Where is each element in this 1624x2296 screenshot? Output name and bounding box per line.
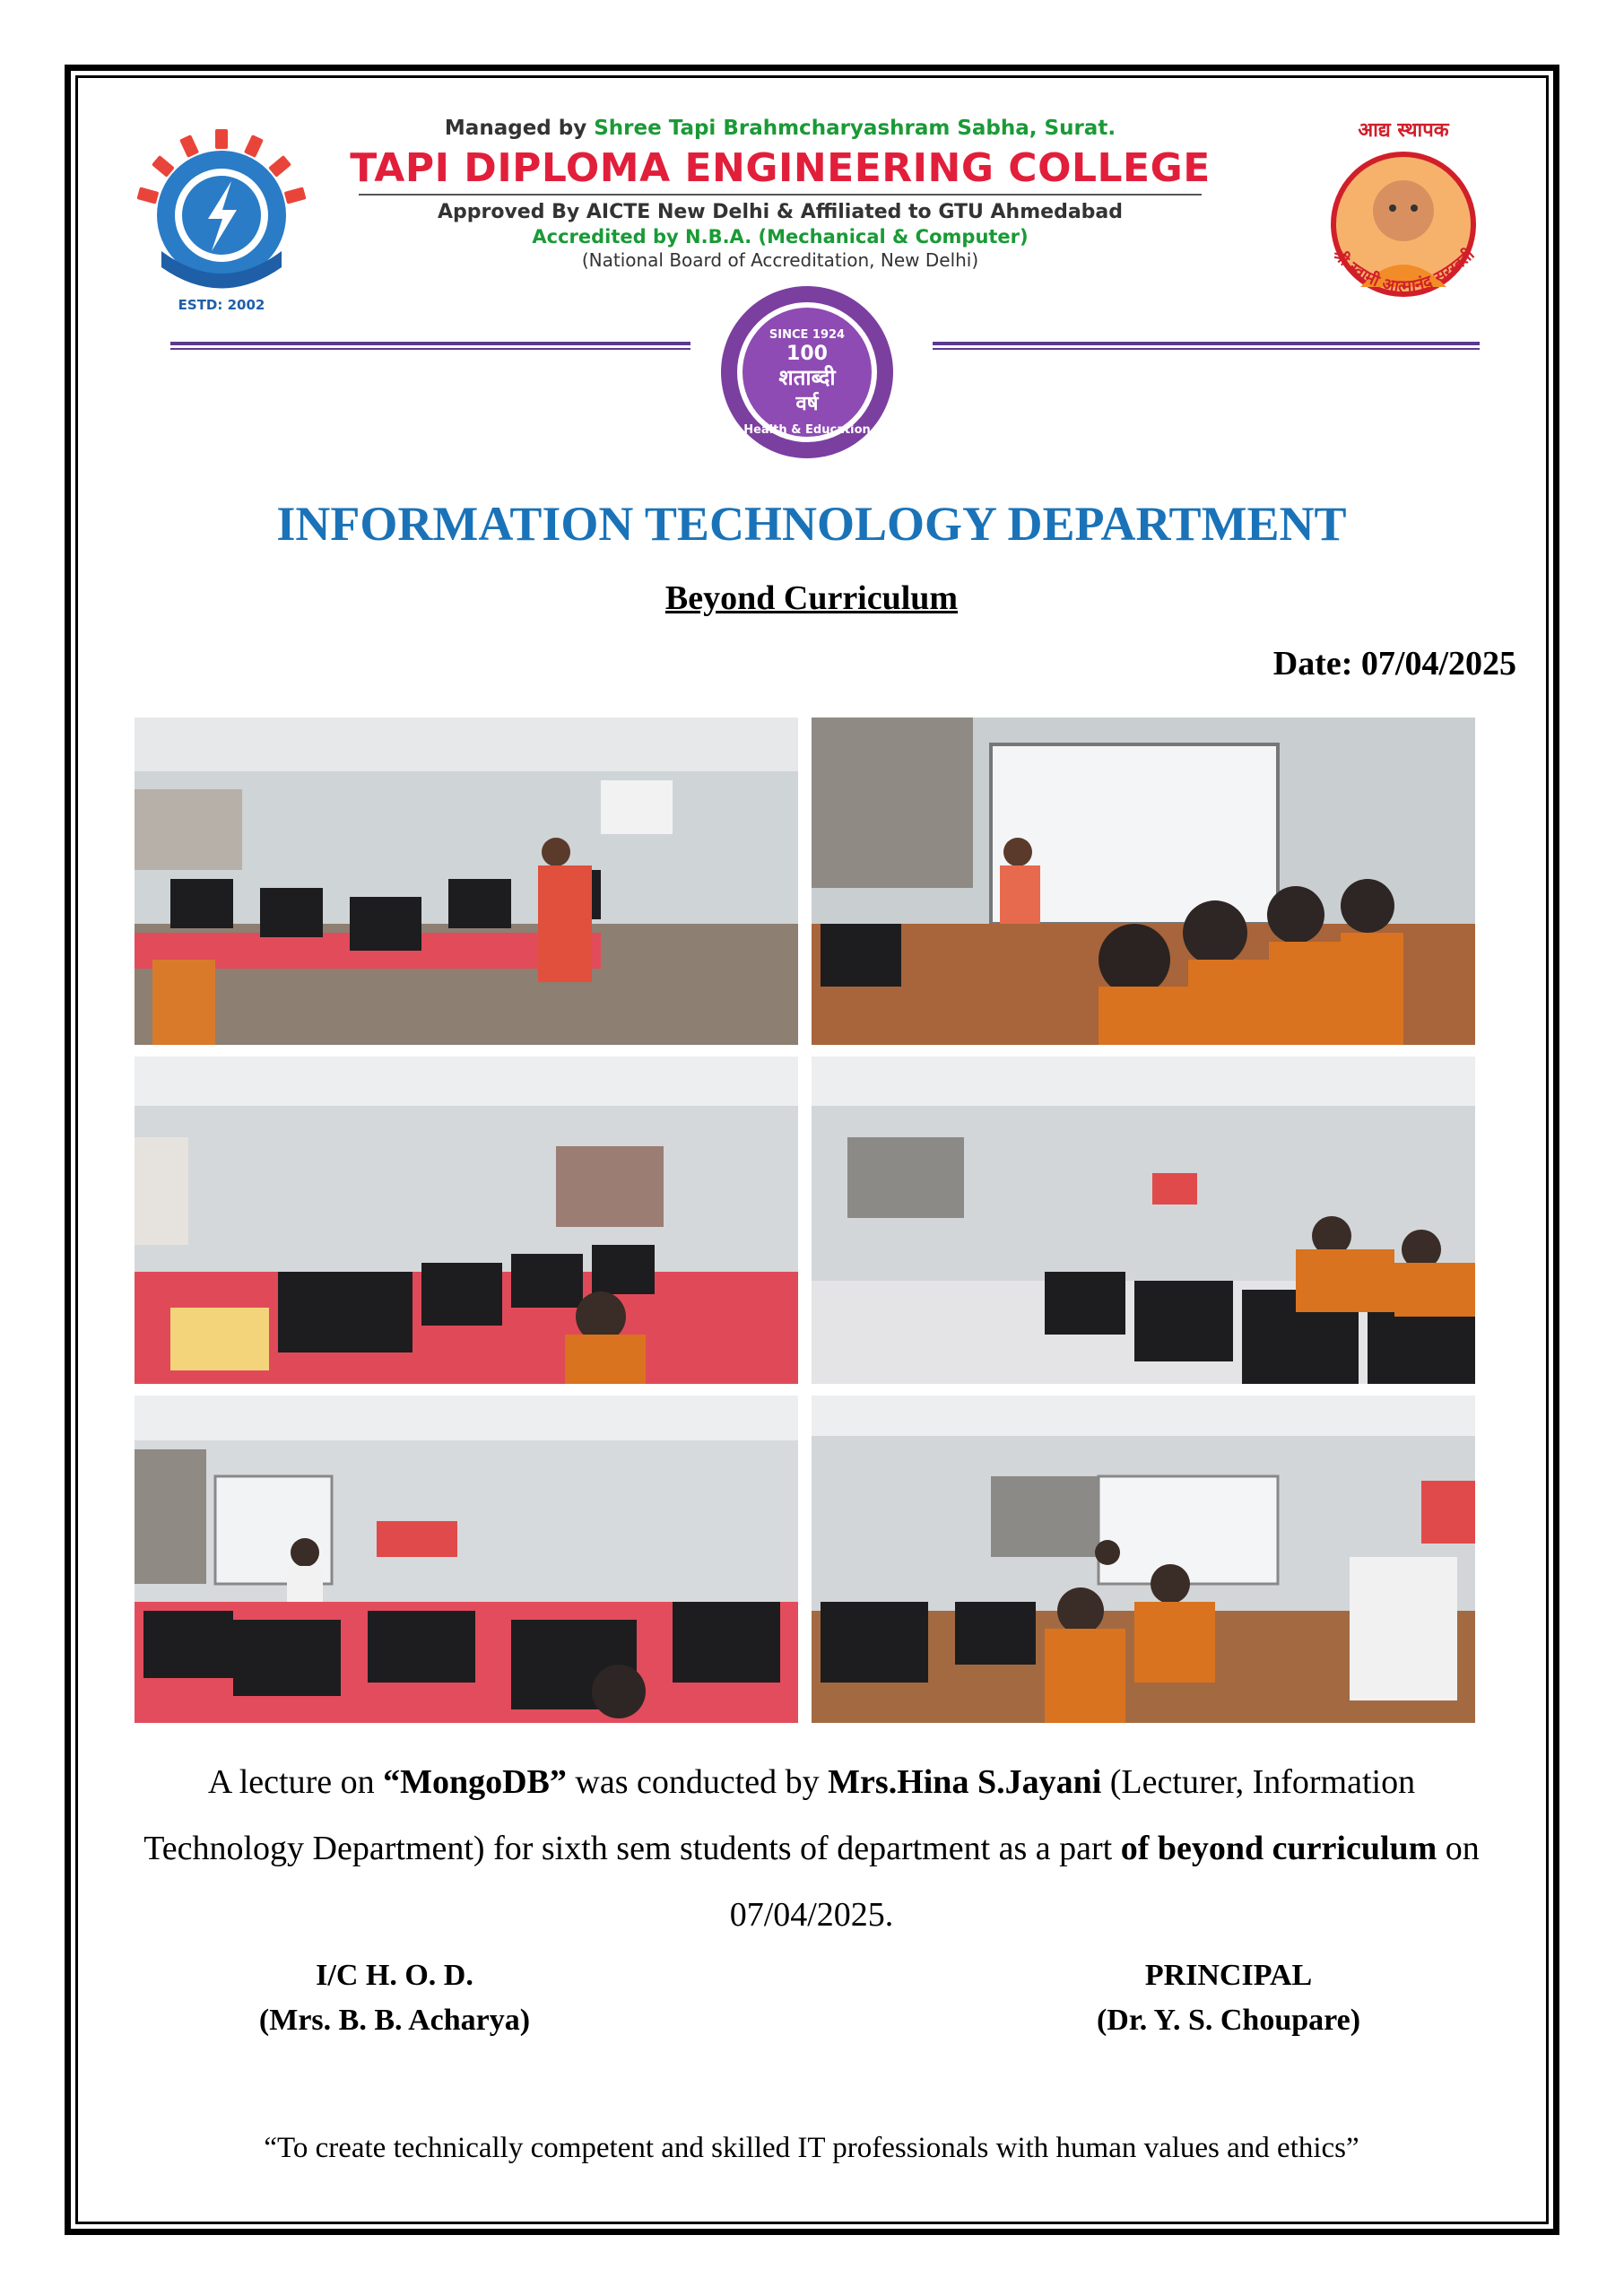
- lab-photo-1: [135, 718, 798, 1045]
- hod-name: (Mrs. B. B. Acharya): [258, 2004, 531, 2037]
- nba-line: (National Board of Accreditation, New Delhi): [581, 249, 979, 271]
- desc-part-2: was conducted by: [566, 1763, 829, 1801]
- header-rule-right: [933, 341, 1480, 352]
- department-motto: “To create technically competent and skilled IT professionals with human values and ethics”: [264, 2132, 1359, 2164]
- principal-name: (Dr. Y. S. Choupare): [1096, 2004, 1361, 2037]
- desc-speaker: Mrs.Hina S.Jayani: [828, 1763, 1102, 1801]
- signature-hod: [206, 1953, 583, 2043]
- desc-part-4: of beyond curriculum: [1120, 1830, 1437, 1867]
- principal-role: PRINCIPAL: [1144, 1959, 1313, 1992]
- college-name: TAPI DIPLOMA ENGINEERING COLLEGE: [350, 145, 1211, 191]
- college-logo: [126, 126, 318, 318]
- seal-line1: शताब्दी: [778, 365, 836, 390]
- seal-bottom: Health & Education: [743, 423, 871, 437]
- managed-by-line: [377, 117, 1184, 140]
- lab-photo-6: [812, 1396, 1475, 1723]
- header-rule-left: [170, 341, 690, 352]
- signature-principal: [1040, 1953, 1417, 2043]
- event-description: [126, 1749, 1498, 1948]
- founder-bottom-text: श्री स्वामी आत्मानंद सरस्वती: [1328, 245, 1479, 297]
- lab-photo-2: [812, 718, 1475, 1045]
- event-date: Date: 07/04/2025: [1272, 645, 1516, 683]
- seal-since: SINCE 1924: [769, 328, 846, 342]
- lab-photo-5: [135, 1396, 798, 1723]
- desc-topic: “MongoDB”: [383, 1763, 567, 1801]
- founder-top-text: आद्य स्थापक: [1358, 119, 1449, 142]
- desc-part-5: on 07/04/2025.: [729, 1830, 1480, 1934]
- managing-trust: Shree Tapi Brahmcharyashram Sabha, Surat.: [594, 117, 1116, 140]
- letterhead: [108, 90, 1515, 466]
- seal-number: 100: [786, 343, 828, 365]
- desc-part-1: A lecture on: [207, 1763, 384, 1801]
- hod-role: I/C H. O. D.: [316, 1959, 473, 1992]
- department-title: INFORMATION TECHNOLOGY DEPARTMENT: [276, 497, 1347, 551]
- centenary-seal: [686, 283, 928, 462]
- approval-line: Approved By AICTE New Delhi & Affiliated to GTU Ahmedabad: [437, 201, 1124, 223]
- logo-estd-text: ESTD: 2002: [178, 297, 265, 313]
- lab-photo-3: [135, 1057, 798, 1384]
- event-category: Beyond Curriculum: [664, 579, 959, 617]
- header-divider: [359, 194, 1202, 196]
- founder-portrait-emblem: [1287, 108, 1520, 323]
- lab-photo-4: [812, 1057, 1475, 1384]
- accreditation-line: Accredited by N.B.A. (Mechanical & Computer): [532, 226, 1029, 248]
- seal-line2: वर्ष: [795, 393, 819, 415]
- managed-prefix: Managed by: [444, 117, 587, 140]
- desc-part-3: (Lecturer, Information Technology Department) for sixth sem students of department as a part: [143, 1763, 1416, 1867]
